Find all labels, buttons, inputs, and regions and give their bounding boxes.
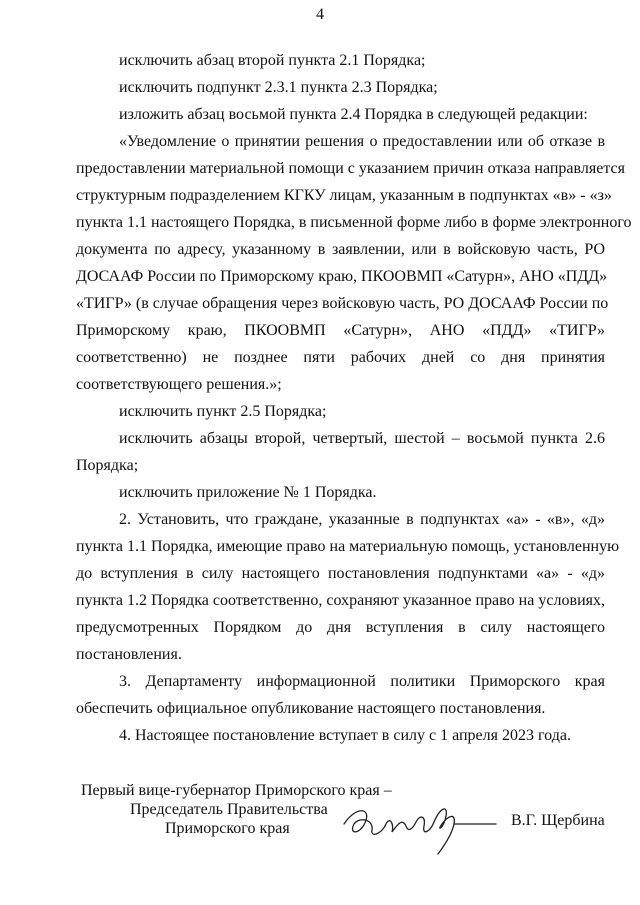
text-line: пункта 1.1 Порядка, имеющие право на материальную помощь, установленную — [76, 538, 620, 555]
text-line: 3. Департаменту информационной политики Приморского края — [119, 673, 605, 690]
text-line: исключить приложение № 1 Порядка. — [119, 484, 377, 501]
text-line: Порядка; — [76, 457, 139, 474]
text-line: изложить абзац восьмой пункта 2.4 Порядка в следующей редакции: — [119, 106, 588, 123]
text-line: ДОСААФ России по Приморскому краю, ПКООВМП «Сатурн», АНО «ПДД» — [76, 268, 608, 285]
text-line: постановления. — [76, 646, 182, 663]
handwritten-signature — [336, 794, 501, 856]
text-line: исключить пункт 2.5 Порядка; — [119, 403, 327, 420]
text-line: исключить абзац второй пункта 2.1 Порядка; — [119, 52, 426, 69]
text-line: пункта 1.1 настоящего Порядка, в письменной форме либо в форме электронного — [76, 214, 632, 231]
text-line: предусмотренных Порядком до дня вступления в силу настоящего — [76, 619, 605, 636]
signatory-title: Председатель Правительства — [130, 801, 328, 818]
signatory-name: В.Г. Щербина — [511, 812, 605, 829]
text-line: до вступления в силу настоящего постановления подпунктами «а» - «д» — [76, 565, 605, 582]
text-line: исключить подпункт 2.3.1 пункта 2.3 Порядка; — [119, 79, 438, 96]
text-line: обеспечить официальное опубликование настоящего постановления. — [76, 700, 546, 717]
text-line: пункта 1.2 Порядка соответственно, сохраняют указанное право на условиях, — [76, 592, 605, 609]
text-line: структурным подразделением КГКУ лицам, указанным в подпунктах «в» - «з» — [76, 187, 612, 204]
text-line: «Уведомление о принятии решения о предоставлении или об отказе в — [119, 133, 605, 150]
text-line: 2. Установить, что граждане, указанные в подпунктах «а» - «в», «д» — [119, 511, 605, 528]
text-line: соответствующего решения.»; — [76, 376, 282, 393]
signatory-title: Приморского края — [165, 820, 290, 837]
text-line: соответственно) не позднее пяти рабочих дней со дня принятия — [76, 349, 605, 366]
text-line: документа по адресу, указанному в заявлении, или в войсковую часть, РО — [76, 241, 605, 258]
text-line: предоставлении материальной помощи с указанием причин отказа направляется — [76, 160, 625, 177]
page-number: 4 — [316, 6, 324, 23]
text-line: исключить абзацы второй, четвертый, шестой – восьмой пункта 2.6 — [119, 430, 605, 447]
text-line: 4. Настоящее постановление вступает в силу с 1 апреля 2023 года. — [119, 727, 571, 744]
text-line: «ТИГР» (в случае обращения через войсковую часть, РО ДОСААФ России по — [76, 295, 609, 312]
signatory-title: Первый вице-губернатор Приморского края – — [81, 782, 392, 799]
text-line: Приморскому краю, ПКООВМП «Сатурн», АНО «ПДД» «ТИГР» — [76, 322, 605, 339]
